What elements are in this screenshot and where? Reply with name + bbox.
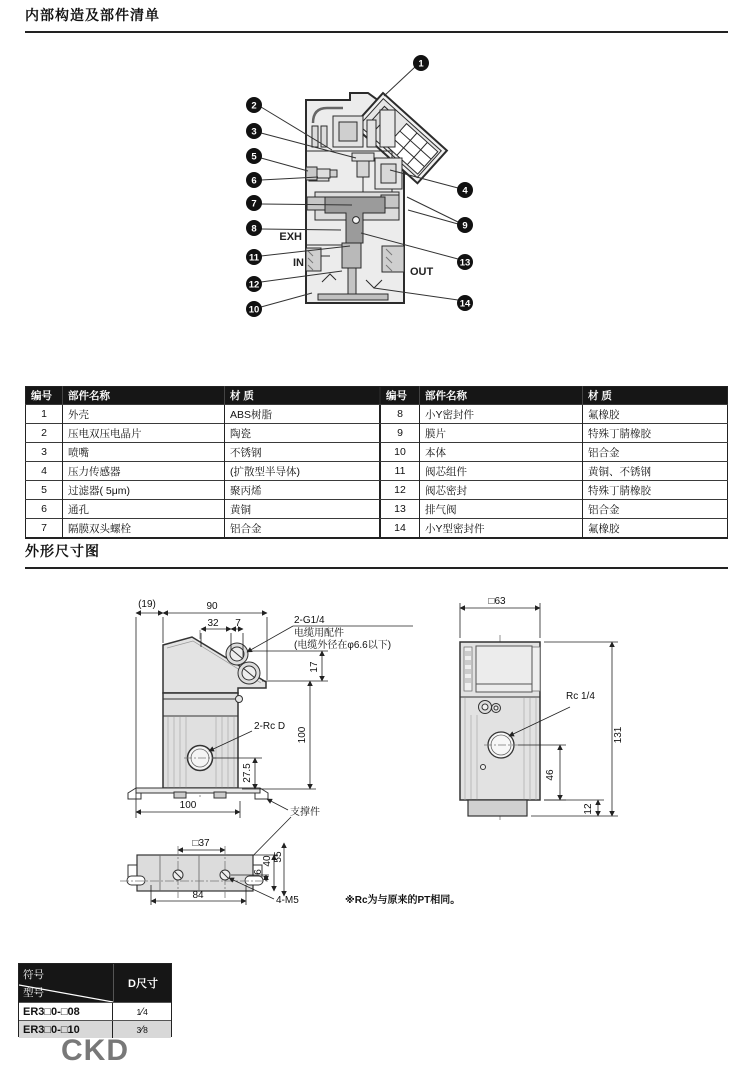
part-no: 3 <box>26 443 63 462</box>
part-material: 特殊丁腈橡胶 <box>583 424 728 443</box>
part-name: 喷嘴 <box>63 443 225 462</box>
table-row <box>381 405 728 424</box>
part-name: 阀芯组件 <box>420 462 583 481</box>
spec-table-header <box>19 964 171 1002</box>
col-header-material: 材 质 <box>225 387 380 405</box>
table-row <box>381 462 728 481</box>
part-name: 本体 <box>420 443 583 462</box>
svg-text:13: 13 <box>459 257 471 269</box>
part-material: 陶瓷 <box>225 424 380 443</box>
table-row <box>381 481 728 500</box>
dim-63: □63 <box>488 596 506 607</box>
svg-text:3: 3 <box>251 126 257 138</box>
d-size-spec-table <box>18 963 172 1037</box>
model-number: ER3□0-□08 <box>23 1005 80 1018</box>
dim-46: 46 <box>545 769 556 781</box>
fraction-slash: ⁄ <box>141 1005 144 1018</box>
cable-od-note: (电缆外径在φ6.6以下) <box>294 640 392 651</box>
exh-port-label: EXH <box>279 231 302 243</box>
part-material: 黄铜、不锈钢 <box>583 462 728 481</box>
part-material: 特殊丁腈橡胶 <box>583 481 728 500</box>
part-material: 氟橡胶 <box>583 519 728 539</box>
spec-row <box>19 1002 171 1020</box>
dim-131: 131 <box>613 726 624 744</box>
part-no: 6 <box>26 500 63 519</box>
mount-thread-label: 4-M5 <box>276 895 299 906</box>
d-size-value <box>112 1003 171 1020</box>
dim-6: 6 <box>253 869 264 875</box>
dim-84: 84 <box>192 890 204 901</box>
svg-text:11: 11 <box>248 252 260 264</box>
table-row <box>26 481 380 500</box>
header-model-label: 型号 <box>23 987 44 999</box>
callout-13 <box>457 254 473 270</box>
svg-text:12: 12 <box>248 279 260 291</box>
in-port-label: IN <box>293 257 304 269</box>
svg-text:1: 1 <box>418 58 424 70</box>
part-name: 压力传感器 <box>63 462 225 481</box>
callout-14 <box>457 295 473 311</box>
dimension-drawings <box>0 585 750 950</box>
part-material: 氟橡胶 <box>583 405 728 424</box>
section-title-internal-structure: 内部构造及部件清单 <box>25 5 728 33</box>
callout-6 <box>246 172 262 188</box>
part-name: 过滤器( 5μm) <box>63 481 225 500</box>
fraction-slash: ⁄ <box>141 1023 144 1036</box>
col-header-no: 编号 <box>26 387 63 405</box>
part-material: 铝合金 <box>225 519 380 539</box>
part-name: 排气阀 <box>420 500 583 519</box>
svg-text:2: 2 <box>251 100 257 112</box>
table-row <box>26 405 380 424</box>
col-header-name: 部件名称 <box>63 387 225 405</box>
part-no: 7 <box>26 519 63 539</box>
dim-100-horizontal: 100 <box>179 800 197 811</box>
callout-2 <box>246 97 262 113</box>
gland-thread-label: 2-G1/4 <box>294 615 325 626</box>
dim-12: 12 <box>583 803 594 815</box>
part-no: 10 <box>381 443 420 462</box>
cable-fitting-label: 电缆用配件 <box>294 628 344 639</box>
parts-table-left <box>25 386 380 539</box>
part-no: 13 <box>381 500 420 519</box>
col-header-material: 材 质 <box>583 387 728 405</box>
part-name: 外壳 <box>63 405 225 424</box>
side-knob <box>236 696 243 703</box>
svg-text:7: 7 <box>251 198 257 210</box>
callout-12 <box>246 276 262 292</box>
svg-text:8: 8 <box>251 223 257 235</box>
dim-32: 32 <box>207 618 219 629</box>
callout-1 <box>413 55 429 71</box>
ckd-logo: CKD <box>61 1034 129 1067</box>
svg-text:10: 10 <box>248 304 260 316</box>
section-title-dimensions: 外形尺寸图 <box>25 541 728 569</box>
dim-37: □37 <box>192 838 210 849</box>
part-material: 铝合金 <box>583 443 728 462</box>
part-no: 9 <box>381 424 420 443</box>
part-no: 2 <box>26 424 63 443</box>
dim-19: (19) <box>138 599 156 610</box>
callout-11 <box>246 249 262 265</box>
part-name: 小Y型密封件 <box>420 519 583 539</box>
model-number: ER3□0-□10 <box>23 1023 80 1036</box>
callout-8 <box>246 220 262 236</box>
table-row <box>26 424 380 443</box>
fraction-numerator: 1 <box>136 1006 142 1017</box>
part-material: 不锈钢 <box>225 443 380 462</box>
part-name: 小Y密封件 <box>420 405 583 424</box>
col-header-name: 部件名称 <box>420 387 583 405</box>
part-material: 聚丙烯 <box>225 481 380 500</box>
callout-7 <box>246 195 262 211</box>
rc-pt-note: ※Rc为与原来的PT相同。 <box>345 895 461 906</box>
part-no: 4 <box>26 462 63 481</box>
part-no: 11 <box>381 462 420 481</box>
header-d-size-label: D尺寸 <box>113 964 172 1002</box>
svg-text:5: 5 <box>251 151 257 163</box>
internal-structure-diagram <box>0 50 750 345</box>
header-symbol-label: 符号 <box>23 969 44 981</box>
port-thread-label: 2-Rc D <box>254 721 286 732</box>
col-header-no: 编号 <box>381 387 420 405</box>
fraction-numerator: 3 <box>136 1024 142 1035</box>
support-bracket-label: 支撑件 <box>290 807 320 818</box>
dim-7: 7 <box>235 618 241 629</box>
dim-40: 40 <box>262 855 273 867</box>
part-material: (扩散型半导体) <box>225 462 380 481</box>
part-name: 阀芯密封 <box>420 481 583 500</box>
callout-3 <box>246 123 262 139</box>
table-row <box>381 519 728 539</box>
dim-90: 90 <box>206 601 218 612</box>
side-port-thread-label: Rc 1/4 <box>566 691 595 702</box>
fraction-denominator: 4 <box>143 1006 148 1017</box>
dim-100-vertical: 100 <box>297 726 308 744</box>
svg-text:6: 6 <box>251 175 257 187</box>
out-port-label: OUT <box>410 266 434 278</box>
mounting-bracket <box>128 788 268 799</box>
part-name: 隔膜双头螺栓 <box>63 519 225 539</box>
side-view <box>460 635 540 820</box>
part-no: 12 <box>381 481 420 500</box>
fraction-denominator: 8 <box>143 1024 148 1035</box>
part-name: 压电双压电晶片 <box>63 424 225 443</box>
part-no: 1 <box>26 405 63 424</box>
callout-9 <box>457 217 473 233</box>
table-row <box>26 443 380 462</box>
dim-27-5: 27.5 <box>242 763 253 783</box>
table-row <box>26 462 380 481</box>
part-name: 通孔 <box>63 500 225 519</box>
part-no: 5 <box>26 481 63 500</box>
part-material: 铝合金 <box>583 500 728 519</box>
parts-table-right <box>380 386 728 539</box>
table-row <box>381 443 728 462</box>
dim-55: 55 <box>273 851 284 863</box>
part-name: 膜片 <box>420 424 583 443</box>
part-material: ABS树脂 <box>225 405 380 424</box>
callout-4 <box>457 182 473 198</box>
part-no: 8 <box>381 405 420 424</box>
table-row <box>26 519 380 539</box>
callout-10 <box>246 301 262 317</box>
table-row <box>381 500 728 519</box>
dim-17: 17 <box>309 661 320 673</box>
table-row <box>381 424 728 443</box>
table-row <box>26 500 380 519</box>
callout-5 <box>246 148 262 164</box>
svg-text:14: 14 <box>459 298 471 310</box>
svg-text:4: 4 <box>462 185 468 197</box>
part-no: 14 <box>381 519 420 539</box>
part-material: 黄铜 <box>225 500 380 519</box>
svg-text:9: 9 <box>462 220 468 232</box>
